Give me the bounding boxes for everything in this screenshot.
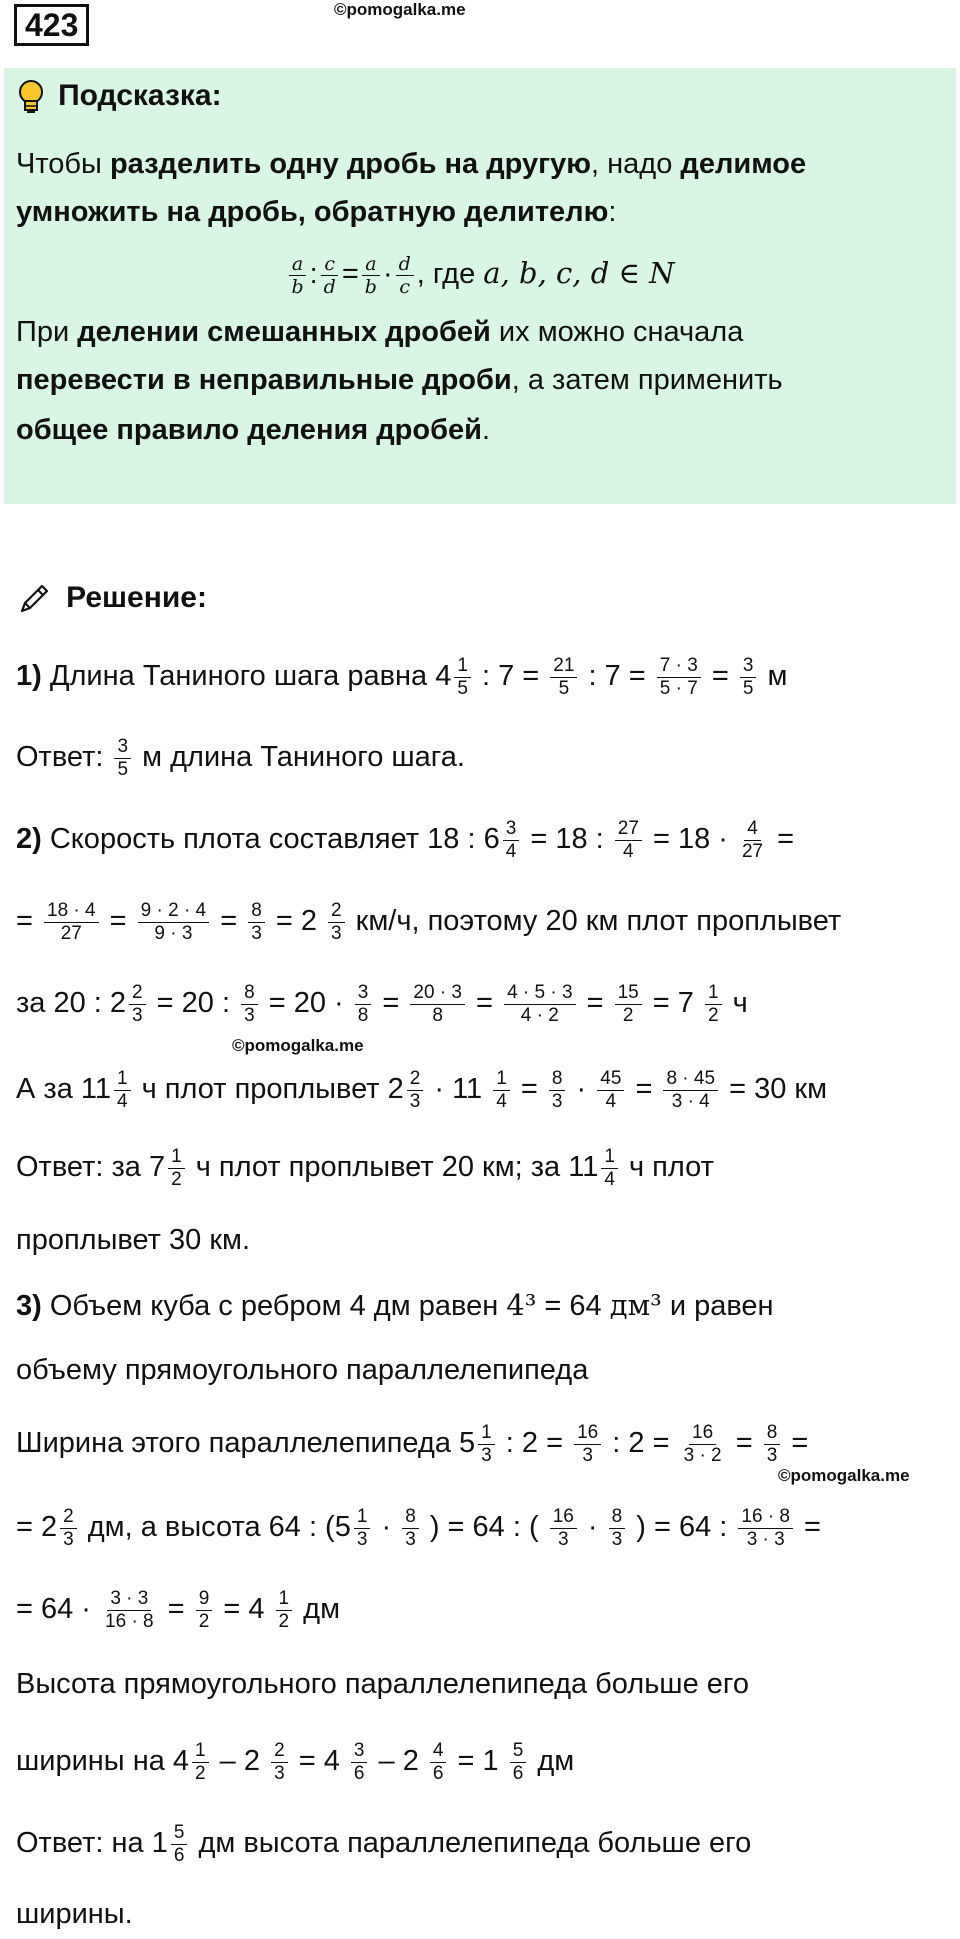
fraction: $\frac{8 \cdot 45}{3 \cdot 4}$: [663, 1068, 718, 1113]
step-1: 1) Длина Таниного шага равна 4 $\frac{1}{5}$ : 7 = $\frac{21}{5}$ : 7 = $\frac{7 \cdot 3}{5 \cdot 7}$ = $\frac{3}{5}$ м: [16, 655, 788, 699]
fraction: $\frac{21}{5}$: [550, 655, 577, 700]
text: ширины на 4: [16, 1745, 190, 1778]
fraction: $\frac{4}{27}$: [741, 818, 764, 862]
text: их можно сначала: [490, 316, 744, 348]
fraction: $\frac{16}{3}$: [574, 1422, 601, 1467]
step-3-line-6: [16, 1664, 749, 1704]
step-3-line-2: [16, 1350, 588, 1390]
text: дм: [529, 1745, 575, 1778]
text: ч плот проплывет 20 км; за 11: [187, 1151, 599, 1184]
answer-3-line-1: [16, 1822, 751, 1867]
watermark-top: ©pomogalka.me: [334, 0, 466, 19]
fraction: $\frac{1}{4}$: [601, 1146, 618, 1191]
step-3-line-5: = 64 · $\frac{3 \cdot 3}{16 \cdot 8}$ = $\frac{9}{2}$ = 4 $\frac{1}{2}$ дм: [16, 1588, 341, 1632]
text: Скорость плота составляет 18 : 6: [41, 823, 500, 856]
formula-set: a, b, c, d ∈ N: [483, 256, 675, 290]
step-3-line-4: = 2 $\frac{2}{3}$ дм, а высота 64 : (5 $\frac{1}{3}$ · $\frac{8}{3}$ ) = 64 : ( $\frac{16}{3}$ · $\frac{8}{3}$ ) = 64 : $\frac{16 \cdot 8}{3 \cdot 3}$ =: [16, 1506, 821, 1550]
hint-title: Подсказка:: [58, 79, 222, 112]
bold-text: разделить одну дробь на другую: [109, 148, 592, 180]
text: Ответ: за 7: [16, 1151, 166, 1184]
text: дм высота параллелепипеда больше его: [190, 1827, 752, 1860]
text: Высота прямоугольного параллелепипеда больше его: [16, 1668, 749, 1700]
fraction: $\frac{7 \cdot 3}{5 \cdot 7}$: [657, 655, 701, 700]
bold-text: перевести в неправильные дроби: [16, 364, 512, 396]
text: Ответ: на 1: [16, 1827, 168, 1860]
fraction: $\frac{5}{6}$: [171, 1822, 188, 1867]
text: , надо: [591, 148, 681, 180]
text: = 64: [536, 1290, 610, 1322]
fraction: $\frac{d}{c}$: [396, 253, 414, 298]
fraction: $\frac{16 \cdot 8}{3 \cdot 3}$: [738, 1506, 793, 1551]
text: и равен: [661, 1290, 774, 1322]
text: м длина Таниного шага.: [134, 741, 465, 774]
fraction: $\frac{15}{2}$: [615, 982, 642, 1027]
hint-line-2: [16, 192, 616, 232]
text: Объем куба с ребром 4 дм равен: [41, 1290, 507, 1322]
text: .: [481, 414, 491, 446]
fraction: $\frac{8}{3}$: [241, 982, 258, 1027]
fraction: $\frac{18 \cdot 4}{27}$: [44, 900, 99, 945]
fraction: $\frac{45}{4}$: [597, 1068, 624, 1113]
op: ·: [382, 258, 393, 290]
bold-text: общее правило деления дробей: [16, 414, 482, 446]
text: При: [16, 316, 78, 348]
solution-title: Решение:: [66, 581, 207, 614]
step-label: 3): [16, 1290, 42, 1322]
step-label: 2): [16, 823, 42, 856]
text: Чтобы: [16, 148, 110, 180]
text: дм: [295, 1593, 341, 1626]
text: А за 11: [16, 1073, 111, 1106]
fraction: $\frac{9}{2}$: [196, 1588, 213, 1633]
step-3-line-7: ширины на 4 $\frac{1}{2}$ – 2 $\frac{2}{3}$ = 4 $\frac{3}{6}$ – 2 $\frac{4}{6}$ = 1 $\frac{5}{6}$ дм: [16, 1740, 575, 1784]
text: за 20 : 2: [16, 987, 127, 1020]
fraction: $\frac{27}{4}$: [615, 818, 642, 863]
text: объему прямоугольного параллелепипеда: [16, 1354, 589, 1386]
fraction: $\frac{20 \cdot 3}{8}$: [410, 982, 465, 1027]
step-3-line-3: Ширина этого параллелепипеда 5 $\frac{1}{3}$ : 2 = $\frac{16}{3}$ : 2 = $\frac{16}{3 \cdot 2}$ = $\frac{8}{3}$ =: [16, 1422, 809, 1466]
fraction: $\frac{1}{5}$: [454, 655, 471, 700]
text: ширины.: [16, 1898, 133, 1930]
step-2-line-3: за 20 : 2 $\frac{2}{3}$ = 20 : $\frac{8}{3}$ = 20 · $\frac{3}{8}$ = $\frac{20 \cdot 3}{8}$ = $\frac{4 \cdot 5 \cdot 3}{4 \cdot 2}$ = $\frac{15}{2}$ = 7 $\frac{1}{2}$ ч: [16, 982, 748, 1026]
hint-line-5: [16, 410, 490, 450]
answer-3-line-2: [16, 1894, 133, 1934]
bold-text: делимое: [680, 148, 807, 180]
fraction: $\frac{1}{3}$: [354, 1506, 371, 1551]
text: = 30 км: [721, 1073, 828, 1106]
fraction: $\frac{a}{b}$: [362, 253, 380, 298]
fraction: $\frac{8}{3}$: [609, 1506, 626, 1551]
text: дм, а высота 64 : (5: [79, 1511, 351, 1544]
fraction: $\frac{1}{4}$: [114, 1068, 131, 1113]
hint-line-4: [16, 360, 783, 400]
fraction: $\frac{2}{3}$: [271, 1740, 288, 1785]
fraction: $\frac{1}{2}$: [168, 1146, 185, 1191]
bold-text: делении смешанных дробей: [77, 316, 491, 348]
text: Длина Таниного шага равна 4: [41, 660, 452, 693]
fraction: $\frac{16}{3}$: [550, 1506, 577, 1551]
fraction: $\frac{3}{4}$: [503, 818, 520, 863]
fraction: $\frac{1}{4}$: [493, 1068, 510, 1113]
step-2-line-1: 2) Скорость плота составляет 18 : 6 $\frac{3}{4}$ = 18 : $\frac{27}{4}$ = 18 · $\frac{4}{27}$ =: [16, 818, 795, 862]
step-label: 1): [16, 660, 42, 693]
fraction: $\frac{4}{6}$: [430, 1740, 447, 1785]
fraction: $\frac{1}{2}$: [192, 1740, 209, 1785]
fraction: $\frac{2}{3}$: [407, 1068, 424, 1113]
watermark-mid: ©pomogalka.me: [232, 1036, 364, 1055]
power: 4³: [506, 1288, 537, 1322]
fraction: $\frac{3}{5}$: [114, 736, 131, 781]
step-2-line-2: = $\frac{18 \cdot 4}{27}$ = $\frac{9 \cdot 2 \cdot 4}{9 \cdot 3}$ = $\frac{8}{3}$ = 2 $\frac{2}{3}$ км/ч, поэтому 20 км плот проплывет: [16, 900, 842, 944]
fraction: $\frac{8}{3}$: [248, 900, 265, 945]
fraction: $\frac{2}{3}$: [129, 982, 146, 1027]
bold-text: умножить на дробь, обратную делителю: [16, 196, 609, 228]
text: , а затем применить: [511, 364, 783, 396]
fraction: $\frac{c}{d}$: [321, 253, 339, 298]
solution-title-row: [16, 578, 207, 618]
fraction: $\frac{3 \cdot 3}{16 \cdot 8}$: [105, 1588, 154, 1632]
hint-title-row: [16, 76, 222, 116]
fraction: $\frac{a}{b}$: [288, 253, 306, 298]
fraction: $\frac{2}{3}$: [328, 900, 345, 945]
fraction: $\frac{3}{8}$: [355, 982, 372, 1027]
fraction: $\frac{5}{6}$: [510, 1740, 527, 1785]
text: Ширина этого параллелепипеда 5: [16, 1427, 476, 1460]
text: :: [608, 196, 617, 228]
answer-2-line-1: [16, 1146, 714, 1191]
unit: дм³: [609, 1288, 662, 1322]
fraction: $\frac{3}{5}$: [740, 655, 757, 700]
fraction: $\frac{4 \cdot 5 \cdot 3}{4 \cdot 2}$: [504, 982, 575, 1027]
text: = 2: [16, 1511, 58, 1544]
lightbulb-icon: [16, 79, 46, 115]
step-2-line-4: А за 11 $\frac{1}{4}$ ч плот проплывет 2 $\frac{2}{3}$ · 11 $\frac{1}{4}$ = $\frac{8}{3}$ · $\frac{45}{4}$ = $\frac{8 \cdot 45}{3 \cdot 4}$ = 30 км: [16, 1068, 828, 1112]
fraction: $\frac{8}{3}$: [764, 1422, 781, 1467]
fraction: $\frac{9 \cdot 2 \cdot 4}{9 \cdot 3}$: [138, 900, 209, 945]
hint-line-1: [16, 144, 806, 184]
watermark-bottom: ©pomogalka.me: [778, 1466, 910, 1485]
text: , где: [416, 258, 484, 290]
text: = 64 ·: [16, 1593, 91, 1626]
fraction: $\frac{1}{3}$: [478, 1422, 495, 1467]
hint-line-3: [16, 312, 743, 352]
answer-1: [16, 736, 465, 781]
fraction: $\frac{16}{3 \cdot 2}$: [683, 1422, 722, 1466]
text: км/ч, поэтому 20 км плот проплывет: [347, 905, 842, 938]
pencil-icon: [16, 581, 52, 617]
task-number: 423: [14, 4, 89, 46]
fraction: $\frac{1}{2}$: [705, 982, 722, 1027]
answer-2-line-2: [16, 1220, 250, 1260]
op: :: [309, 258, 318, 290]
fraction: $\frac{8}{3}$: [402, 1506, 419, 1551]
fraction: $\frac{1}{2}$: [276, 1588, 293, 1633]
text: проплывет 30 км.: [16, 1224, 251, 1256]
text: ч плот проплывет 2: [133, 1073, 404, 1106]
text: Ответ:: [16, 741, 112, 774]
division-formula: [0, 248, 960, 299]
fraction: $\frac{2}{3}$: [60, 1506, 77, 1551]
op: =: [341, 258, 359, 290]
text: ч плот: [620, 1151, 714, 1184]
step-3-line-1: [16, 1285, 774, 1326]
fraction: $\frac{3}{6}$: [351, 1740, 368, 1785]
fraction: $\frac{8}{3}$: [549, 1068, 566, 1113]
